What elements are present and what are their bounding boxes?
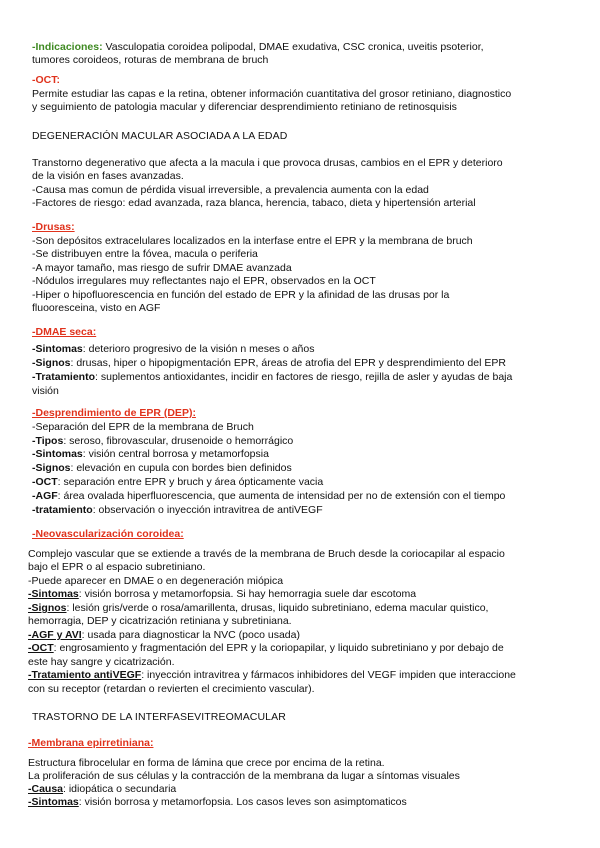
drusas-line: -Nódulos irregulares muy reflectantes najo el EPR, observados en la OCT — [32, 275, 376, 287]
membrana-item: -Causa: idiopática o secundaria — [28, 783, 177, 795]
membrana-line: La proliferación de sus células y la contracción de la membrana da lugar a síntomas visuales — [28, 770, 460, 782]
dep-item: -Tipos: seroso, fibrovascular, drusenoide o hemorrágico — [32, 435, 294, 447]
nvc-item-continuation: este hay sangre y cicatrización. — [28, 656, 175, 668]
dmae-seca-continuation: visión — [32, 385, 59, 397]
drusas-line: -Son depósitos extracelulares localizados en la interfase entre el EPR y la membrana de bruch — [32, 235, 473, 247]
membrana-heading: -Membrana epirretiniana: — [28, 737, 154, 749]
section-title-interfase: TRASTORNO DE LA INTERFASEVITREOMACULAR — [32, 711, 286, 723]
dep-item: -Signos: elevación en cupula con bordes bien definidos — [32, 462, 292, 474]
nvc-item: -AGF y AVI: usada para diagnosticar la NVC (poco usada) — [28, 629, 300, 641]
drusas-line: -A mayor tamaño, mas riesgo de sufrir DMAE avanzada — [32, 262, 292, 274]
nvc-item-continuation: hemorragia, DEP y cicatrización retiniana y subretiniana. — [28, 615, 292, 627]
dep-item: -OCT: separación entre EPR y bruch y área ópticamente vacia — [32, 476, 324, 488]
nvc-item-continuation: con su receptor (retardan o revierten el crecimiento vascular). — [28, 683, 315, 695]
section1-line: -Causa mas comun de pérdida visual irreversible, a prevalencia aumenta con la edad — [32, 184, 429, 196]
dmae-seca-heading: -DMAE seca: — [32, 326, 97, 338]
oct-heading: -OCT: — [32, 74, 60, 86]
dep-item: -Sintomas: visión central borrosa y metamorfopsia — [32, 448, 269, 460]
dmae-seca-item: -Tratamiento: suplementos antioxidantes, incidir en factores de riesgo, rejilla de asler y ayudas de baja — [32, 371, 513, 383]
nvc-item: -OCT: engrosamiento y fragmentación del EPR y la coriopapilar, y liquido subretiniano y por debajo de — [28, 642, 504, 654]
nvc-heading: -Neovascularización coroidea: — [32, 528, 184, 540]
section1-line: de la visión en fases avanzadas. — [32, 170, 184, 182]
drusas-heading: -Drusas: — [32, 221, 75, 233]
nvc-line: bajo el EPR o al espacio subretiniano. — [28, 561, 206, 573]
indicaciones-text: Vasculopatia coroidea polipodal, DMAE exudativa, CSC cronica, uveitis psoterior, — [102, 41, 484, 53]
dep-item: -AGF: área ovalada hiperfluorescencia, que aumenta de intensidad per no de extensión con el tiempo — [32, 490, 506, 502]
nvc-item: -Tratamiento antiVEGF: inyección intravitrea y fármacos inhibidores del VEGF impiden que interaccione — [28, 669, 516, 681]
drusas-line: -Hiper o hipofluorescencia en función del estado de EPR y la afinidad de las drusas por la — [32, 289, 450, 301]
nvc-item: -Sintomas: visión borrosa y metamorfopsia. Si hay hemorragia suele dar escotoma — [28, 588, 417, 600]
nvc-line: -Puede aparecer en DMAE o en degeneración miópica — [28, 575, 284, 587]
indicaciones-line-1 — [32, 41, 484, 54]
dep-item: -tratamiento: observación o inyección intravitrea de antiVEGF — [32, 504, 323, 516]
nvc-item: -Signos: lesión gris/verde o rosa/amarillenta, drusas, liquido subretiniano, edema macular quistico, — [28, 602, 489, 614]
dmae-seca-item: -Sintomas: deterioro progresivo de la visión n meses o años — [32, 343, 315, 355]
indicaciones-line-2: tumores coroideos, roturas de membrana de bruch — [32, 54, 269, 66]
drusas-line: fluooresceina, visto en AGF — [32, 302, 161, 314]
membrana-item: -Sintomas: visión borrosa y metamorfopsia. Los casos leves son asimptomaticos — [28, 796, 407, 808]
dep-intro: -Separación del EPR de la membrana de Bruch — [32, 421, 254, 433]
dep-heading: -Desprendimiento de EPR (DEP): — [32, 407, 196, 419]
section1-line: Transtorno degenerativo que afecta a la macula i que provoca drusas, cambios en el EPR y deterioro — [32, 157, 503, 169]
membrana-line: Estructura fibrocelular en forma de lámina que crece por encima de la retina. — [28, 757, 385, 769]
drusas-line: -Se distribuyen entre la fóvea, macula o periferia — [32, 248, 258, 260]
dmae-seca-item: -Signos: drusas, hiper o hipopigmentación EPR, áreas de atrofia del EPR y desprendimiento del EPR — [32, 357, 506, 369]
oct-line: Permite estudiar las capas e la retina, obtener información cuantitativa del grosor retiniano, diagnostico — [32, 88, 512, 100]
section-title-dmae: DEGENERACIÓN MACULAR ASOCIADA A LA EDAD — [32, 130, 288, 142]
oct-line: y seguimiento de patologia macular y diferenciar desprendimiento retiniano de retinosquisis — [32, 101, 457, 113]
indicaciones-label: -Indicaciones: — [32, 41, 103, 53]
section1-line: -Factores de riesgo: edad avanzada, raza blanca, herencia, tabaco, dieta y hipertensión arterial — [32, 197, 476, 209]
nvc-line: Complejo vascular que se extiende a través de la membrana de Bruch desde la coriocapilar al espacio — [28, 548, 505, 560]
